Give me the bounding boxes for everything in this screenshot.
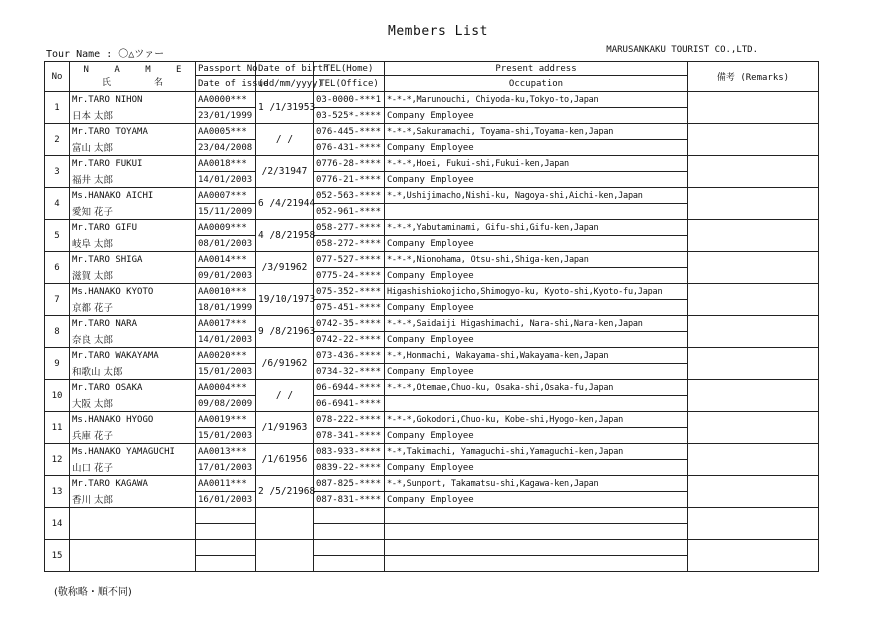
member-name-en: Ms.HANAKO KYOTO bbox=[70, 284, 196, 300]
member-name-en: Mr.TARO SHIGA bbox=[70, 252, 196, 268]
member-occupation: Company Employee bbox=[385, 332, 688, 348]
members-table-body bbox=[45, 92, 819, 572]
member-no: 8 bbox=[45, 316, 70, 348]
table-row bbox=[45, 284, 819, 300]
member-issue-date bbox=[196, 556, 256, 572]
member-passport: AA0009*** bbox=[196, 220, 256, 236]
member-remarks bbox=[688, 476, 819, 508]
member-dob: /1/61956 bbox=[256, 444, 314, 476]
member-occupation: Company Employee bbox=[385, 300, 688, 316]
member-tel-home: 0776-28-**** bbox=[314, 156, 385, 172]
member-remarks bbox=[688, 92, 819, 124]
member-no: 14 bbox=[45, 508, 70, 540]
table-row bbox=[45, 476, 819, 492]
member-name-en: Ms.HANAKO HYOGO bbox=[70, 412, 196, 428]
member-remarks bbox=[688, 220, 819, 252]
member-address: *-*-*,Gokodori,Chuo-ku, Kobe-shi,Hyogo-ken,Japan bbox=[385, 412, 688, 428]
member-no: 11 bbox=[45, 412, 70, 444]
member-address: *-*-*,Yabutaminami, Gifu-shi,Gifu-ken,Japan bbox=[385, 220, 688, 236]
member-dob bbox=[256, 508, 314, 540]
member-dob: 19/10/1973 bbox=[256, 284, 314, 316]
footnote: (敬称略・順不同) bbox=[54, 587, 132, 598]
member-occupation bbox=[385, 204, 688, 220]
member-tel-office: 03-525*-**** bbox=[314, 108, 385, 124]
member-no: 1 bbox=[45, 92, 70, 124]
header-name-ja-2: 名 bbox=[153, 78, 163, 88]
member-issue-date: 15/11/2009 bbox=[196, 204, 256, 220]
member-tel-home: 078-222-**** bbox=[314, 412, 385, 428]
member-name-en bbox=[70, 540, 196, 556]
member-name-en: Ms.HANAKO YAMAGUCHI bbox=[70, 444, 196, 460]
member-tel-home: 06-6944-**** bbox=[314, 380, 385, 396]
member-name-en: Ms.HANAKO AICHI bbox=[70, 188, 196, 204]
member-occupation bbox=[385, 524, 688, 540]
table-row bbox=[45, 380, 819, 396]
member-tel-home: 077-527-**** bbox=[314, 252, 385, 268]
member-remarks bbox=[688, 156, 819, 188]
member-occupation: Company Employee bbox=[385, 268, 688, 284]
member-name-ja: 香川 太郎 bbox=[70, 492, 196, 508]
member-tel-home bbox=[314, 540, 385, 556]
table-row bbox=[45, 252, 819, 268]
member-passport: AA0010*** bbox=[196, 284, 256, 300]
member-passport: AA0013*** bbox=[196, 444, 256, 460]
member-passport: AA0018*** bbox=[196, 156, 256, 172]
header-remarks: 備考 (Remarks) bbox=[688, 62, 819, 92]
member-name-en: Mr.TARO GIFU bbox=[70, 220, 196, 236]
member-name-ja: 奈良 太郎 bbox=[70, 332, 196, 348]
member-name-ja: 兵庫 花子 bbox=[70, 428, 196, 444]
tour-name: Tour Name : 〇△ツァー bbox=[46, 49, 165, 60]
table-row bbox=[45, 348, 819, 364]
member-issue-date: 18/01/1999 bbox=[196, 300, 256, 316]
member-occupation: Company Employee bbox=[385, 492, 688, 508]
member-tel-office bbox=[314, 556, 385, 572]
member-tel-office: 052-961-**** bbox=[314, 204, 385, 220]
member-occupation bbox=[385, 556, 688, 572]
member-issue-date: 09/01/2003 bbox=[196, 268, 256, 284]
member-name-en: Mr.TARO OSAKA bbox=[70, 380, 196, 396]
member-address: *-*-*,Marunouchi, Chiyoda-ku,Tokyo-to,Japan bbox=[385, 92, 688, 108]
member-name-ja: 福井 太郎 bbox=[70, 172, 196, 188]
member-tel-office: 076-431-**** bbox=[314, 140, 385, 156]
table-row bbox=[45, 316, 819, 332]
member-no: 12 bbox=[45, 444, 70, 476]
member-passport: AA0000*** bbox=[196, 92, 256, 108]
member-remarks bbox=[688, 412, 819, 444]
member-remarks bbox=[688, 284, 819, 316]
member-occupation: Company Employee bbox=[385, 364, 688, 380]
header-passport: Passport No bbox=[196, 62, 256, 76]
member-dob: / / bbox=[256, 124, 314, 156]
member-address: *-*,Honmachi, Wakayama-shi,Wakayama-ken,Japan bbox=[385, 348, 688, 364]
member-passport: AA0004*** bbox=[196, 380, 256, 396]
member-occupation: Company Employee bbox=[385, 172, 688, 188]
member-no: 6 bbox=[45, 252, 70, 284]
member-tel-office: 06-6941-**** bbox=[314, 396, 385, 412]
header-name-en: N A M E bbox=[83, 65, 192, 75]
member-issue-date bbox=[196, 524, 256, 540]
member-address: Higashishiokojicho,Shimogyo-ku, Kyoto-shi,Kyoto-fu,Japan bbox=[385, 284, 688, 300]
member-tel-office: 078-341-**** bbox=[314, 428, 385, 444]
member-name-ja: 滋賀 太郎 bbox=[70, 268, 196, 284]
member-passport: AA0019*** bbox=[196, 412, 256, 428]
table-row bbox=[45, 156, 819, 172]
member-dob: /6/91962 bbox=[256, 348, 314, 380]
table-row bbox=[45, 412, 819, 428]
member-name-en: Mr.TARO FUKUI bbox=[70, 156, 196, 172]
member-passport: AA0011*** bbox=[196, 476, 256, 492]
member-name-en: Mr.TARO NARA bbox=[70, 316, 196, 332]
member-name-ja: 和歌山 太郎 bbox=[70, 364, 196, 380]
table-row bbox=[45, 188, 819, 204]
member-name-ja: 富山 太郎 bbox=[70, 140, 196, 156]
member-name-en: Mr.TARO KAGAWA bbox=[70, 476, 196, 492]
member-occupation: Company Employee bbox=[385, 108, 688, 124]
member-occupation: Company Employee bbox=[385, 460, 688, 476]
member-tel-home: 058-277-**** bbox=[314, 220, 385, 236]
header-address: Present address bbox=[385, 62, 688, 76]
page-title: Members List bbox=[388, 24, 488, 39]
member-passport: AA0007*** bbox=[196, 188, 256, 204]
member-tel-office: 0776-21-**** bbox=[314, 172, 385, 188]
member-remarks bbox=[688, 188, 819, 220]
member-remarks bbox=[688, 124, 819, 156]
member-tel-office: 087-831-**** bbox=[314, 492, 385, 508]
member-tel-office bbox=[314, 524, 385, 540]
member-dob: / / bbox=[256, 380, 314, 412]
member-address: *-*-*,Otemae,Chuo-ku, Osaka-shi,Osaka-fu,Japan bbox=[385, 380, 688, 396]
header-name bbox=[70, 62, 196, 92]
member-name-ja: 京都 花子 bbox=[70, 300, 196, 316]
member-address bbox=[385, 540, 688, 556]
member-no: 4 bbox=[45, 188, 70, 220]
member-dob: 1 /1/31953 bbox=[256, 92, 314, 124]
member-address: *-*-*,Sakuramachi, Toyama-shi,Toyama-ken,Japan bbox=[385, 124, 688, 140]
member-remarks bbox=[688, 348, 819, 380]
member-tel-office: 0742-22-**** bbox=[314, 332, 385, 348]
member-remarks bbox=[688, 540, 819, 572]
member-tel-home: 087-825-**** bbox=[314, 476, 385, 492]
member-tel-home: 075-352-**** bbox=[314, 284, 385, 300]
member-name-en: Mr.TARO NIHON bbox=[70, 92, 196, 108]
member-dob: /3/91962 bbox=[256, 252, 314, 284]
member-name-ja: 岐阜 太郎 bbox=[70, 236, 196, 252]
member-no: 15 bbox=[45, 540, 70, 572]
header-tel-home: TEL(Home) bbox=[314, 62, 385, 76]
member-remarks bbox=[688, 508, 819, 540]
header-tel-office: TEL(Office) bbox=[314, 76, 385, 92]
member-tel-office: 075-451-**** bbox=[314, 300, 385, 316]
member-name-ja: 大阪 太郎 bbox=[70, 396, 196, 412]
member-tel-home: 076-445-**** bbox=[314, 124, 385, 140]
member-remarks bbox=[688, 380, 819, 412]
member-tel-home bbox=[314, 508, 385, 524]
header-dob: Date of birth bbox=[256, 62, 314, 76]
member-occupation: Company Employee bbox=[385, 140, 688, 156]
member-no: 7 bbox=[45, 284, 70, 316]
member-name-en bbox=[70, 508, 196, 524]
member-tel-home: 052-563-**** bbox=[314, 188, 385, 204]
member-no: 2 bbox=[45, 124, 70, 156]
member-name-ja bbox=[70, 524, 196, 540]
member-no: 13 bbox=[45, 476, 70, 508]
member-tel-home: 073-436-**** bbox=[314, 348, 385, 364]
member-dob: 4 /8/21958 bbox=[256, 220, 314, 252]
company-name: MARUSANKAKU TOURIST CO.,LTD. bbox=[606, 45, 758, 55]
member-passport bbox=[196, 508, 256, 524]
header-name-ja-1: 氏 bbox=[102, 78, 112, 88]
member-issue-date: 23/01/1999 bbox=[196, 108, 256, 124]
member-address: *-*-*,Nionohama, Otsu-shi,Shiga-ken,Japan bbox=[385, 252, 688, 268]
member-address: *-*,Takimachi, Yamaguchi-shi,Yamaguchi-ken,Japan bbox=[385, 444, 688, 460]
member-address bbox=[385, 508, 688, 524]
table-row bbox=[45, 92, 819, 108]
member-tel-office: 0839-22-**** bbox=[314, 460, 385, 476]
member-issue-date: 16/01/2003 bbox=[196, 492, 256, 508]
member-dob: 2 /5/21968 bbox=[256, 476, 314, 508]
member-dob: /2/31947 bbox=[256, 156, 314, 188]
member-name-ja bbox=[70, 556, 196, 572]
member-issue-date: 14/01/2003 bbox=[196, 172, 256, 188]
member-dob: /1/91963 bbox=[256, 412, 314, 444]
member-no: 3 bbox=[45, 156, 70, 188]
table-row bbox=[45, 124, 819, 140]
member-passport: AA0017*** bbox=[196, 316, 256, 332]
header-occupation: Occupation bbox=[385, 76, 688, 92]
table-row bbox=[45, 444, 819, 460]
members-table bbox=[44, 61, 819, 572]
member-passport: AA0020*** bbox=[196, 348, 256, 364]
member-no: 5 bbox=[45, 220, 70, 252]
member-issue-date: 23/04/2008 bbox=[196, 140, 256, 156]
member-address: *-*-*,Hoei, Fukui-shi,Fukui-ken,Japan bbox=[385, 156, 688, 172]
header-dob-format: (dd/mm/yyyy) bbox=[256, 76, 314, 92]
member-remarks bbox=[688, 444, 819, 476]
member-tel-home: 03-0000-***1 bbox=[314, 92, 385, 108]
member-dob: 9 /8/21963 bbox=[256, 316, 314, 348]
member-name-ja: 愛知 花子 bbox=[70, 204, 196, 220]
member-address: *-*,Sunport, Takamatsu-shi,Kagawa-ken,Japan bbox=[385, 476, 688, 492]
member-issue-date: 15/01/2003 bbox=[196, 428, 256, 444]
member-name-ja: 山口 花子 bbox=[70, 460, 196, 476]
member-tel-office: 058-272-**** bbox=[314, 236, 385, 252]
member-dob: 6 /4/21944 bbox=[256, 188, 314, 220]
member-name-en: Mr.TARO TOYAMA bbox=[70, 124, 196, 140]
member-name-ja: 日本 太郎 bbox=[70, 108, 196, 124]
header-issue: Date of issue bbox=[196, 76, 256, 92]
member-no: 10 bbox=[45, 380, 70, 412]
table-row bbox=[45, 220, 819, 236]
member-passport: AA0014*** bbox=[196, 252, 256, 268]
member-remarks bbox=[688, 252, 819, 284]
member-occupation bbox=[385, 396, 688, 412]
member-passport bbox=[196, 540, 256, 556]
member-name-en: Mr.TARO WAKAYAMA bbox=[70, 348, 196, 364]
member-address: *-*-*,Saidaiji Higashimachi, Nara-shi,Nara-ken,Japan bbox=[385, 316, 688, 332]
member-tel-home: 0742-35-**** bbox=[314, 316, 385, 332]
member-tel-office: 0775-24-**** bbox=[314, 268, 385, 284]
member-no: 9 bbox=[45, 348, 70, 380]
member-issue-date: 14/01/2003 bbox=[196, 332, 256, 348]
member-occupation: Company Employee bbox=[385, 428, 688, 444]
header-no: No bbox=[45, 62, 70, 92]
table-row bbox=[45, 508, 819, 524]
member-issue-date: 09/08/2009 bbox=[196, 396, 256, 412]
member-dob bbox=[256, 540, 314, 572]
member-tel-home: 083-933-**** bbox=[314, 444, 385, 460]
member-issue-date: 15/01/2003 bbox=[196, 364, 256, 380]
table-row bbox=[45, 540, 819, 556]
member-issue-date: 08/01/2003 bbox=[196, 236, 256, 252]
member-tel-office: 0734-32-**** bbox=[314, 364, 385, 380]
member-address: *-*,Ushijimacho,Nishi-ku, Nagoya-shi,Aichi-ken,Japan bbox=[385, 188, 688, 204]
member-issue-date: 17/01/2003 bbox=[196, 460, 256, 476]
member-remarks bbox=[688, 316, 819, 348]
member-occupation: Company Employee bbox=[385, 236, 688, 252]
member-passport: AA0005*** bbox=[196, 124, 256, 140]
